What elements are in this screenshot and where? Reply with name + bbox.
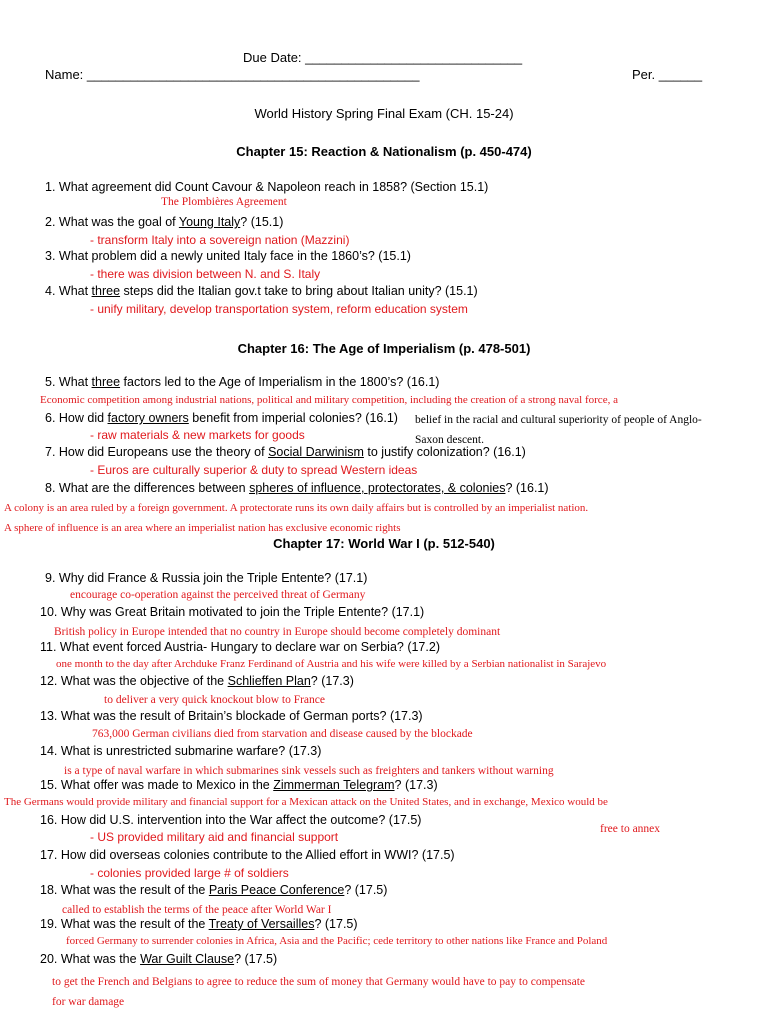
q7-text: 7. How did Europeans use the theory of [45, 445, 269, 459]
due-date-field[interactable]: Due Date: ______________________________ [243, 50, 523, 65]
chapter-15-heading: Chapter 15: Reaction & Nationalism (p. 450-474) [236, 144, 532, 159]
question-11: 11. What event forced Austria- Hungary to declare war on Serbia? (17.2) [40, 640, 440, 654]
question-5 [45, 375, 439, 390]
answer-3: - there was division between N. and S. Italy [90, 267, 321, 281]
answer-5-end: Saxon descent. [415, 434, 484, 446]
answer-8-line-2: A sphere of influence is an area where an imperialist nation has exclusive economic rights [4, 522, 401, 534]
question-16: 16. How did U.S. intervention into the War affect the outcome? (17.5) [40, 813, 422, 827]
q6-term: factory owners [107, 411, 189, 425]
exam-title: World History Spring Final Exam (CH. 15-24) [254, 106, 514, 121]
q15-term: Zimmerman Telegram [273, 778, 395, 792]
question-1: 1. What agreement did Count Cavour & Napoleon reach in 1858? (Section 15.1) [45, 180, 489, 194]
q8-term: spheres of influence, protectorates, & colonies [249, 481, 506, 495]
q8-text: 8. What are the differences between [45, 481, 250, 495]
answer-8-line-1: A colony is an area ruled by a foreign government. A protectorate runs its own daily affairs but is controlled by an imperialist nation. [4, 502, 589, 514]
answer-6: - raw materials & new markets for goods [90, 428, 305, 442]
answer-14: is a type of naval warfare in which submarines sink vessels such as freighters and tankers without warning [64, 765, 554, 777]
period-field[interactable]: Per. ______ [632, 67, 703, 82]
answer-18: called to establish the terms of the peace after World War I [62, 904, 332, 916]
name-field[interactable]: Name: ______________________________________________ [45, 67, 420, 82]
question-18 [40, 883, 387, 898]
q5-text: 5. What [45, 375, 92, 389]
question-17: 17. How did overseas colonies contribute to the Allied effort in WWI? (17.5) [40, 848, 455, 862]
answer-16: - US provided military aid and financial support [90, 830, 339, 844]
q2-ref: ? (15.1) [240, 215, 284, 229]
q18-ref: ? (17.5) [344, 883, 388, 897]
q20-text: 20. What was the [40, 952, 141, 966]
q20-term: War Guilt Clause [140, 952, 235, 966]
q8-rest: ? (16.1) [505, 481, 549, 495]
q19-ref: ? (17.5) [314, 917, 358, 931]
answer-4: - unify military, develop transportation system, reform education system [90, 302, 468, 316]
q5-term: three [91, 375, 121, 389]
q2-term: Young Italy [178, 215, 241, 229]
q4-rest: steps did the Italian gov.t take to bring about Italian unity? (15.1) [120, 284, 478, 298]
answer-20: to get the French and Belgians to agree to reduce the sum of money that Germany would have to pay to compensate [52, 976, 585, 988]
q2-text: 2. What was the goal of [45, 215, 179, 229]
answer-1: The Plombières Agreement [161, 196, 287, 208]
question-7 [45, 445, 526, 460]
q18-text: 18. What was the result of the [40, 883, 209, 897]
question-6 [45, 411, 398, 426]
q19-text: 19. What was the result of the [40, 917, 209, 931]
answer-12: to deliver a very quick knockout blow to France [104, 694, 325, 706]
question-19 [40, 917, 358, 932]
q12-ref: ? (17.3) [310, 674, 354, 688]
answer-19: forced Germany to surrender colonies in Africa, Asia and the Pacific; cede territory to other nations like France and Poland [66, 935, 608, 947]
answer-15: The Germans would provide military and financial support for a Mexican attack on the United States, and in exchange, Mexico would be [4, 796, 608, 808]
q15-text: 15. What offer was made to Mexico in the [40, 778, 274, 792]
question-9: 9. Why did France & Russia join the Triple Entente? (17.1) [45, 571, 368, 585]
question-10: 10. Why was Great Britain motivated to join the Triple Entente? (17.1) [40, 605, 425, 619]
q4-term: three [91, 284, 121, 298]
question-3: 3. What problem did a newly united Italy face in the 1860’s? (15.1) [45, 249, 411, 263]
question-2 [45, 215, 283, 230]
question-4 [45, 284, 478, 299]
q19-term: Treaty of Versailles [208, 917, 315, 931]
chapter-16-heading: Chapter 16: The Age of Imperialism (p. 478-501) [237, 341, 531, 356]
chapter-17-heading: Chapter 17: World War I (p. 512-540) [273, 536, 495, 551]
question-13: 13. What was the result of Britain’s blockade of German ports? (17.3) [40, 709, 423, 723]
question-14: 14. What is unrestricted submarine warfare? (17.3) [40, 744, 322, 758]
q15-ref: ? (17.3) [394, 778, 438, 792]
answer-17: - colonies provided large # of soldiers [90, 866, 289, 880]
q7-rest: to justify colonization? (16.1) [363, 445, 526, 459]
answer-5: Economic competition among industrial nations, political and military competition, including the creation of a strong naval force, a [40, 394, 618, 406]
q12-term: Schlieffen Plan [227, 674, 311, 688]
q12-text: 12. What was the objective of the [40, 674, 228, 688]
answer-2: - transform Italy into a sovereign nation (Mazzini) [90, 233, 350, 247]
answer-5-continued: belief in the racial and cultural superiority of people of Anglo- [415, 414, 702, 426]
question-12 [40, 674, 354, 689]
question-15 [40, 778, 438, 793]
answer-9: encourage co-operation against the perceived threat of Germany [70, 589, 366, 601]
q6-rest: benefit from imperial colonies? (16.1) [188, 411, 398, 425]
question-20 [40, 952, 277, 967]
q6-text: 6. How did [45, 411, 108, 425]
answer-15-end: free to annex [600, 823, 661, 835]
answer-10: British policy in Europe intended that no country in Europe should become completely dominant [54, 626, 501, 638]
q7-term: Social Darwinism [268, 445, 364, 459]
q4-text: 4. What [45, 284, 92, 298]
answer-7: - Euros are culturally superior & duty to spread Western ideas [90, 463, 418, 477]
question-8 [45, 481, 549, 496]
answer-20-end: for war damage [52, 996, 125, 1008]
q18-term: Paris Peace Conference [208, 883, 345, 897]
answer-11: one month to the day after Archduke Franz Ferdinand of Austria and his wife were killed by a Serbian nationalist in Sarajevo [56, 658, 607, 670]
q20-ref: ? (17.5) [234, 952, 278, 966]
q5-rest: factors led to the Age of Imperialism in the 1800’s? (16.1) [120, 375, 440, 389]
answer-13: 763,000 German civilians died from starvation and disease caused by the blockade [92, 728, 473, 740]
